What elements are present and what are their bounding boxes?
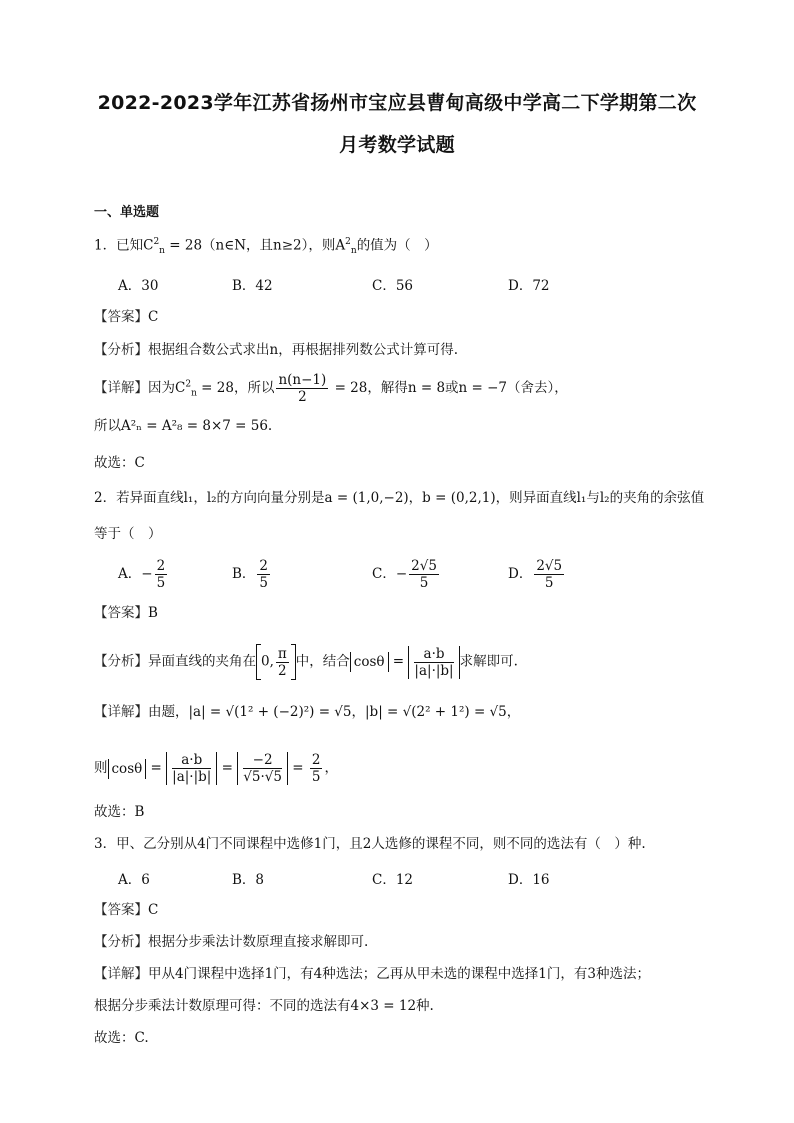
q3-option-d: D．16 <box>508 872 550 888</box>
q3-answer: 【答案】C <box>94 902 159 918</box>
q2-option-a: A．− $\frac{2}{5}$ <box>118 558 166 591</box>
q2-analysis: 【分析】异面直线的夹角在 0, $\frac{\pi}{2}$ 中，结合 cosθ = $\frac{a\cdot b}{|a|\cdot|b|}$ 求解即可. <box>94 645 518 679</box>
q1-analysis: 【分析】根据组合数公式求出n，再根据排列数公式计算可得. <box>94 342 458 358</box>
q1-option-c: C．56 <box>372 278 414 294</box>
q1-conclusion: 故选：C <box>94 455 145 471</box>
q3-analysis: 【分析】根据分步乘法计数原理直接求解即可. <box>94 934 369 950</box>
q1-stem: 1．已知$C^2_n$ = 28（n∈N，且n≥2），则$A^2_n$的值为（ ） <box>94 237 438 257</box>
q1-detail-line2: 所以A²ₙ = A²₈ = 8×7 = 56. <box>94 418 273 434</box>
q3-conclusion: 故选：C. <box>94 1030 149 1046</box>
q2-answer: 【答案】B <box>94 605 158 621</box>
q2-option-b: B． $\frac{2}{5}$ <box>232 558 269 591</box>
q2-detail-line2: 则 cosθ = $\frac{a\cdot b}{|a|\cdot|b|}$ = $\frac{-2}{√5\cdot√5}$ = $\frac{2}{5}$ ， <box>94 752 338 785</box>
q3-option-a: A．6 <box>118 872 150 888</box>
doc-title-line1: 2022-2023学年江苏省扬州市宝应县曹甸高级中学高二下学期第二次 <box>97 92 697 114</box>
q2-option-d: D． $\frac{2√5}{5}$ <box>508 558 563 591</box>
doc-title-line2: 月考数学试题 <box>339 134 455 156</box>
q1-detail: 【详解】因为$C^2_n = 28$，所以 $\frac{n(n-1)}{2}$ = 28，解得n = 8或n = −7（舍去）， <box>94 372 568 405</box>
q1-option-d: D．72 <box>508 278 550 294</box>
q3-option-c: C．12 <box>372 872 414 888</box>
q1-answer: 【答案】C <box>94 309 159 325</box>
q2-conclusion: 故选：B <box>94 804 145 820</box>
q1-option-b: B．42 <box>232 278 273 294</box>
q2-detail: 【详解】由题，|a| = √(1² + (−2)²) = √5，|b| = √(2² + 1²) = √5， <box>94 704 521 720</box>
q3-detail: 【详解】甲从4门课程中选择1门，有4种选法；乙再从甲未选的课程中选择1门，有3种选法； <box>94 966 650 982</box>
q2-stem: 2．若异面直线l₁，l₂的方向向量分别是a = (1,0,−2)，b = (0,2,1)，则异面直线l₁与l₂的夹角的余弦值 <box>94 490 705 506</box>
q3-stem: 3．甲、乙分别从4门不同课程中选修1门，且2人选修的课程不同，则不同的选法有（ ）种. <box>94 836 646 852</box>
q3-detail-line2: 根据分步乘法计数原理可得：不同的选法有4×3 = 12种. <box>94 998 434 1014</box>
q2-stem-line2: 等于（ ） <box>94 526 162 542</box>
q1-option-a: A．30 <box>118 278 159 294</box>
section-heading: 一、单选题 <box>94 205 160 220</box>
q3-option-b: B．8 <box>232 872 265 888</box>
q2-option-c: C．− $\frac{2√5}{5}$ <box>372 558 437 591</box>
